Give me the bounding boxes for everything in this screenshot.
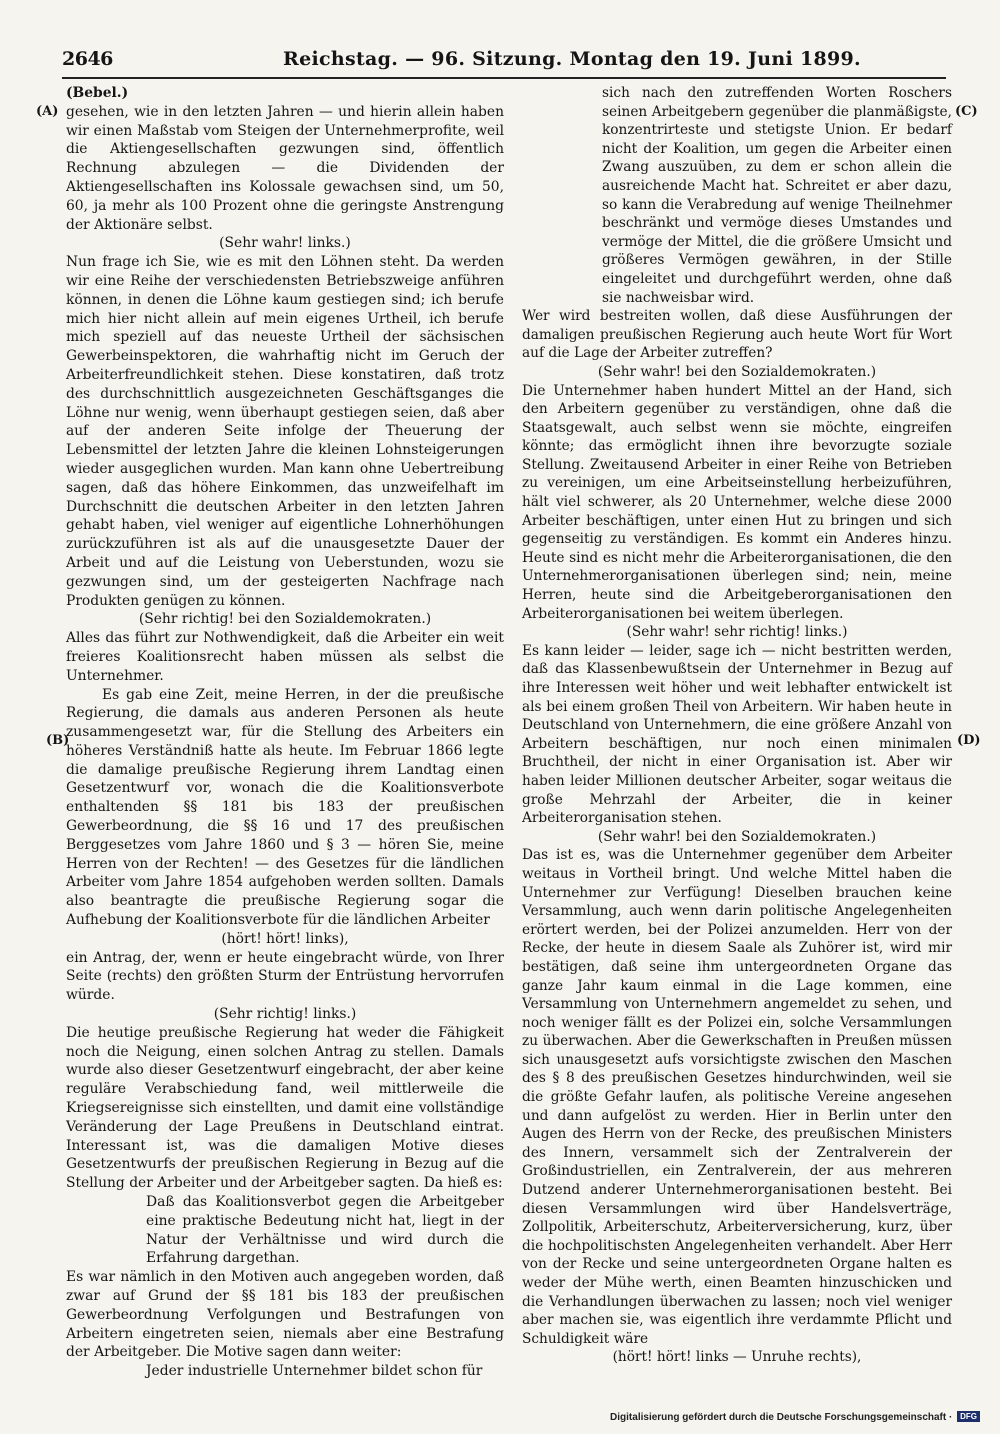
paragraph: ein Antrag, der, wenn er heute eingebracht würde, von Ihrer Seite (rechts) den größten Sturm der Entrüstung hervorrufen würde. bbox=[66, 949, 504, 1004]
paragraph: Es kann leider — leider, sage ich — nicht bestritten werden, daß das Klassenbewußtsein der Unternehmer in Bezug auf ihre Interessen weit höher und weit lebhafter entwickelt ist als bei einem großen Theil von Arbeitern. Wir haben heute in Deutschland von Unternehmern, die eine größere Anzahl von Arbeitern beschäftigen, nur noch einen minimalen Bruchtheil, der nicht in einer Organisation ist. Aber wir haben leider Millionen deutscher Arbeiter, sogar weitaus die große Mehrzahl der Arbeiter, die in keiner Arbeiterorganisation stehen. bbox=[522, 642, 952, 827]
left-column bbox=[66, 84, 504, 1381]
paragraph: Es gab eine Zeit, meine Herren, in der die preußische Regierung, die damals aus anderen Personen als heute zusammengesetzt war, für die Stellung des Arbeiters ein höheres Verständniß hatte als heute. Im Februar 1866 legte die damalige preußische Regierung ihrem Landtag einen Gesetzentwurf vor, wonach die die Koalitionsverbote enthaltenden §§ 181 bis 183 der preußischen Gewerbeordnung, die §§ 16 und 17 des preußischen Berggesetzes vom Jahre 1860 und § 3 — hören Sie, meine Herren von der Rechten! — des Gesetzes für die ländlichen Arbeiter vom Jahre 1854 aufgehoben werden sollten. Damals also beantragte die preußische Regierung sogar die Aufhebung der Koalitionsverbote für die ländlichen Arbeiter bbox=[66, 686, 504, 929]
paragraph: Wer wird bestreiten wollen, daß diese Ausführungen der damaligen preußischen Regierung auch heute Wort für Wort auf die Lage der Arbeiter zutreffen? bbox=[522, 308, 952, 362]
paragraph: Die Unternehmer haben hundert Mittel an der Hand, sich den Arbeitern gegenüber zu verständigen, ohne daß die Staatsgewalt, auch selbst wenn sie möchte, eingreifen könnte; das ermöglicht ihnen ihre bevorzugte soziale Stellung. Zweitausend Arbeiter in einer Reihe von Betrieben zu vereinigen, um eine Arbeitseinstellung herbeizuführen, hält viel schwerer, als 20 Unternehmer, welche diese 2000 Arbeiter beschäftigen, unter einen Hut zu bringen und sich gegenseitig zu verständigen. Es kommt ein Anderes hinzu. Heute sind es nicht mehr die Arbeiterorganisationen, die den Unternehmerorganisationen überlegen sind; nein, meine Herren, heute sind die Arbeitgeberorganisationen den Arbeiterorganisationen bei weitem überlegen. bbox=[522, 382, 952, 622]
page-title: Reichstag. — 96. Sitzung. Montag den 19. Juni 1899. bbox=[283, 48, 861, 70]
interjection: (Sehr richtig! bei den Sozialdemokraten.) bbox=[138, 611, 432, 628]
interjection: (hört! hört! links), bbox=[221, 930, 349, 947]
paragraph: Daß das Koalitionsverbot gegen die Arbeitgeber eine praktische Bedeutung nicht hat, liegt in der Natur der Verhältnisse und wird durch die Erfahrung dargethan. bbox=[146, 1194, 504, 1267]
paragraph: gesehen, wie in den letzten Jahren — und hierin allein haben wir einen Maßstab vom Steigen der Unternehmerprofite, weil die Aktiengesellschaften gezwungen sind, öffentlich Rechnung abzulegen — die Dividenden der Aktiengesellschaften ins Kolossale gewachsen sind, um 50, 60, ja mehr als 100 Prozent ohne die geringste Anstrengung der Aktionäre selbst. bbox=[66, 103, 504, 233]
margin-marker-d: (D) bbox=[957, 733, 981, 748]
right-column bbox=[522, 84, 952, 1367]
header-rule bbox=[62, 77, 946, 79]
paragraph: Das ist es, was die Unternehmer gegenüber dem Arbeiter weitaus in Vortheil bringt. Und welche Mittel haben die Unternehmer zur Verfügung! Dieselben brauchen keine Versammlung, auch wenn darin politische Angelegenheiten erörtert werden, bei der Polizei anzumelden. Herr von der Recke, der heute in diesem Saale als Zuhörer ist, wird mir bestätigen, daß seine ihm untergeordneten Organe das ganze Jahr kaum einmal in die Lage kommen, eine Versammlung von Unternehmern angemeldet zu sehen, und noch weniger fällt es der Polizei ein, solche Versammlungen zu überwachen. Aber die Gewerkschaften in Preußen müssen sich unausgesetzt aufs vorsichtigste zwischen den Maschen des § 8 des preußischen Gesetzes hindurchwinden, weil sie die größte Gefahr laufen, als politische Vereine angesehen und dann aufgelöst zu werden. Hier in Berlin unter den Augen des Herrn von der Recke, des preußischen Ministers des Innern, versammelt sich der Zentralverein der Großindustriellen, ein Zentralverein, der aus mehreren Dutzend anderer Unternehmerorganisationen besteht. Bei diesen Versammlungen wird über Handelsverträge, Zollpolitik, Arbeiterschutz, Arbeiterversicherung, kurz, über die hochpolitischsten Angelegenheiten verhandelt. Aber Herr von der Recke und seine untergeordneten Organe halten es weder der Mühe werth, einen Beamten hinzuschicken und die Verhandlungen überwachen zu lassen; noch viel weniger aber machen sie, was eigentlich ihre verdammte Pflicht und Schuldigkeit wäre bbox=[522, 847, 952, 1347]
page-header bbox=[62, 48, 942, 78]
interjection: (Sehr wahr! sehr richtig! links.) bbox=[626, 624, 848, 641]
speaker-name: (Bebel.) bbox=[66, 85, 129, 101]
paragraph: Die heutige preußische Regierung hat weder die Fähigkeit noch die Neigung, einen solchen Antrag zu stellen. Damals wurde also dieser Gesetzentwurf eingebracht, der aber keine reguläre Verabschiedung fand, weil mittlerweile die Kriegsereignisse sich einstellten, und damit eine vollständige Veränderung der Lage Preußens in Deutschland eintrat. Interessant ist, was die damaligen Motive dieses Gesetzentwurfs der preußischen Regierung in Bezug auf die Stellung der Arbeiter und der Arbeitgeber sagten. Da hieß es: bbox=[66, 1024, 504, 1192]
footer bbox=[610, 1411, 980, 1423]
dfg-logo: DFG bbox=[957, 1411, 980, 1422]
interjection: (hört! hört! links — Unruhe rechts), bbox=[612, 1349, 862, 1366]
interjection: (Sehr wahr! bei den Sozialdemokraten.) bbox=[597, 363, 877, 380]
interjection: (Sehr wahr! bei den Sozialdemokraten.) bbox=[597, 828, 877, 845]
margin-marker-b: (B) bbox=[46, 733, 70, 748]
paragraph: Es war nämlich in den Motiven auch angegeben worden, daß zwar auf Grund der §§ 181 bis 183 der preußischen Gewerbeordnung Verfolgungen und Bestrafungen von Arbeitern eingetreten seien, niemals aber eine Bestrafung der Arbeitgeber. Die Motive sagen dann weiter: bbox=[66, 1269, 504, 1361]
margin-marker-c: (C) bbox=[955, 104, 978, 119]
paragraph: sich nach den zutreffenden Worten Roschers seinen Arbeitgebern gegenüber die planmäßigste, konzentrirteste und stetigste Union. Er bedarf nicht der Koalition, um gegen die Arbeiter einen Zwang auszuüben, zu dem er schon allein die ausreichende Macht hat. Schreitet er aber dazu, so kann die Verabredung auf wenige Theilnehmer beschränkt und vermöge dieses Umstandes und vermöge der Mittel, die die größere Umsicht und größeres Vermögen gewähren, in der Stille eingeleitet und durchgeführt werden, ohne daß sie nachweisbar wird. bbox=[602, 85, 952, 306]
margin-marker-a: (A) bbox=[36, 104, 59, 119]
interjection: (Sehr richtig! links.) bbox=[213, 1006, 357, 1023]
paragraph: Alles das führt zur Nothwendigkeit, daß die Arbeiter ein weit freieres Koalitionsrecht haben müssen als selbst die Unternehmer. bbox=[66, 630, 504, 684]
footer-text: Digitalisierung gefördert durch die Deutsche Forschungsgemeinschaft · bbox=[610, 1412, 953, 1423]
paragraph: Jeder industrielle Unternehmer bildet schon für bbox=[146, 1363, 483, 1380]
interjection: (Sehr wahr! links.) bbox=[219, 235, 351, 252]
paragraph: Nun frage ich Sie, wie es mit den Löhnen steht. Da werden wir eine Reihe der verschiedensten Betriebszweige anführen können, in denen die Löhne kaum gestiegen sind; ich berufe mich hier nicht allein auf mein eigenes Urtheil, ich berufe mich speziell auf das neueste Urtheil der sächsischen Gewerbeinspektoren, die wahrhaftig nicht im Geruch der Arbeiterfreundlichkeit stehen. Diese konstatiren, daß trotz des durchschnittlich ausgezeichneten Geschäftsganges die Löhne nur wenig, wenn überhaupt gestiegen seien, daß aber auf der anderen Seite infolge der Theuerung der Lebensmittel der letzten Jahre die kleinen Lohnsteigerungen wieder ausgeglichen wurden. Man kann ohne Uebertreibung sagen, daß das höhere Einkommen, das unzweifelhaft im Durchschnitt die deutschen Arbeiter in den letzten Jahren gehabt haben, viel weniger auf eigentliche Lohnerhöhungen zurückzuführen ist als auf die unausgesetzte Dauer der Arbeit und auf die Leistung von Ueberstunden, wozu sie gezwungen sind, um der gesteigerten Nachfrage nach Produkten genügen zu können. bbox=[66, 254, 504, 609]
page-number: 2646 bbox=[62, 48, 113, 70]
